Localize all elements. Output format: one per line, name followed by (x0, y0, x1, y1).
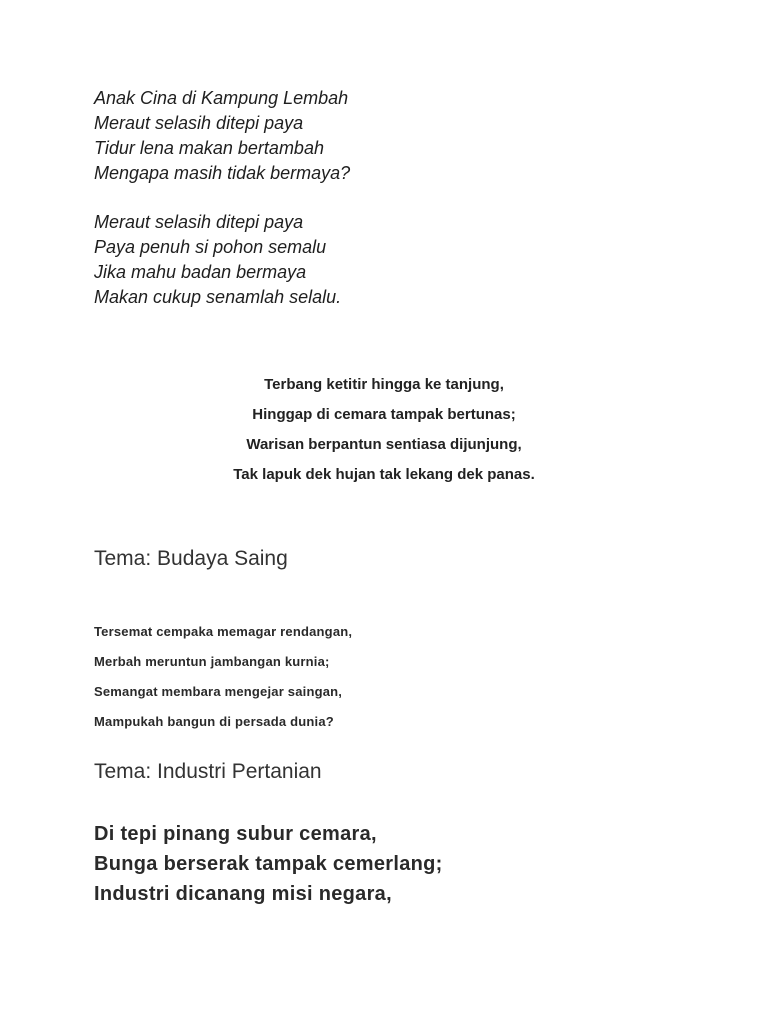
stanza-line: Bunga berserak tampak cemerlang; (94, 853, 443, 875)
stanza-line: Mampukah bangun di persada dunia? (94, 714, 334, 729)
pantun-stanza-budaya-saing (94, 617, 352, 737)
stanza-line: Mengapa masih tidak bermaya? (94, 163, 351, 183)
stanza-line: Terbang ketitir hingga ke tanjung, (264, 376, 504, 393)
stanza-line: Di tepi pinang subur cemara, (94, 823, 377, 845)
stanza-line: Meraut selasih ditepi paya (94, 212, 304, 232)
stanza-line: Warisan berpantun sentiasa dijunjung, (246, 436, 522, 453)
tema-heading-budaya-saing: Tema: Budaya Saing (94, 547, 288, 570)
tema-heading-industri-pertanian: Tema: Industri Pertanian (94, 760, 322, 783)
stanza-line: Meraut selasih ditepi paya (94, 113, 304, 133)
stanza-line: Hinggap di cemara tampak bertunas; (252, 406, 516, 423)
stanza-line: Semangat membara mengejar saingan, (94, 684, 343, 699)
stanza-line: Paya penuh si pohon semalu (94, 237, 327, 257)
stanza-line: Anak Cina di Kampung Lembah (94, 88, 349, 108)
pantun-stanza-1 (94, 86, 350, 186)
stanza-line: Merbah meruntun jambangan kurnia; (94, 654, 330, 669)
stanza-line: Industri dicanang misi negara, (94, 883, 392, 905)
pantun-stanza-2 (94, 210, 341, 310)
stanza-line: Jika mahu badan bermaya (94, 262, 307, 282)
stanza-line: Makan cukup senamlah selalu. (94, 287, 342, 307)
pantun-stanza-industri-pertanian (94, 819, 443, 909)
stanza-line: Tak lapuk dek hujan tak lekang dek panas. (233, 466, 535, 483)
stanza-line: Tidur lena makan bertambah (94, 138, 324, 158)
pantun-stanza-centered (0, 370, 768, 490)
stanza-line: Tersemat cempaka memagar rendangan, (94, 624, 353, 639)
